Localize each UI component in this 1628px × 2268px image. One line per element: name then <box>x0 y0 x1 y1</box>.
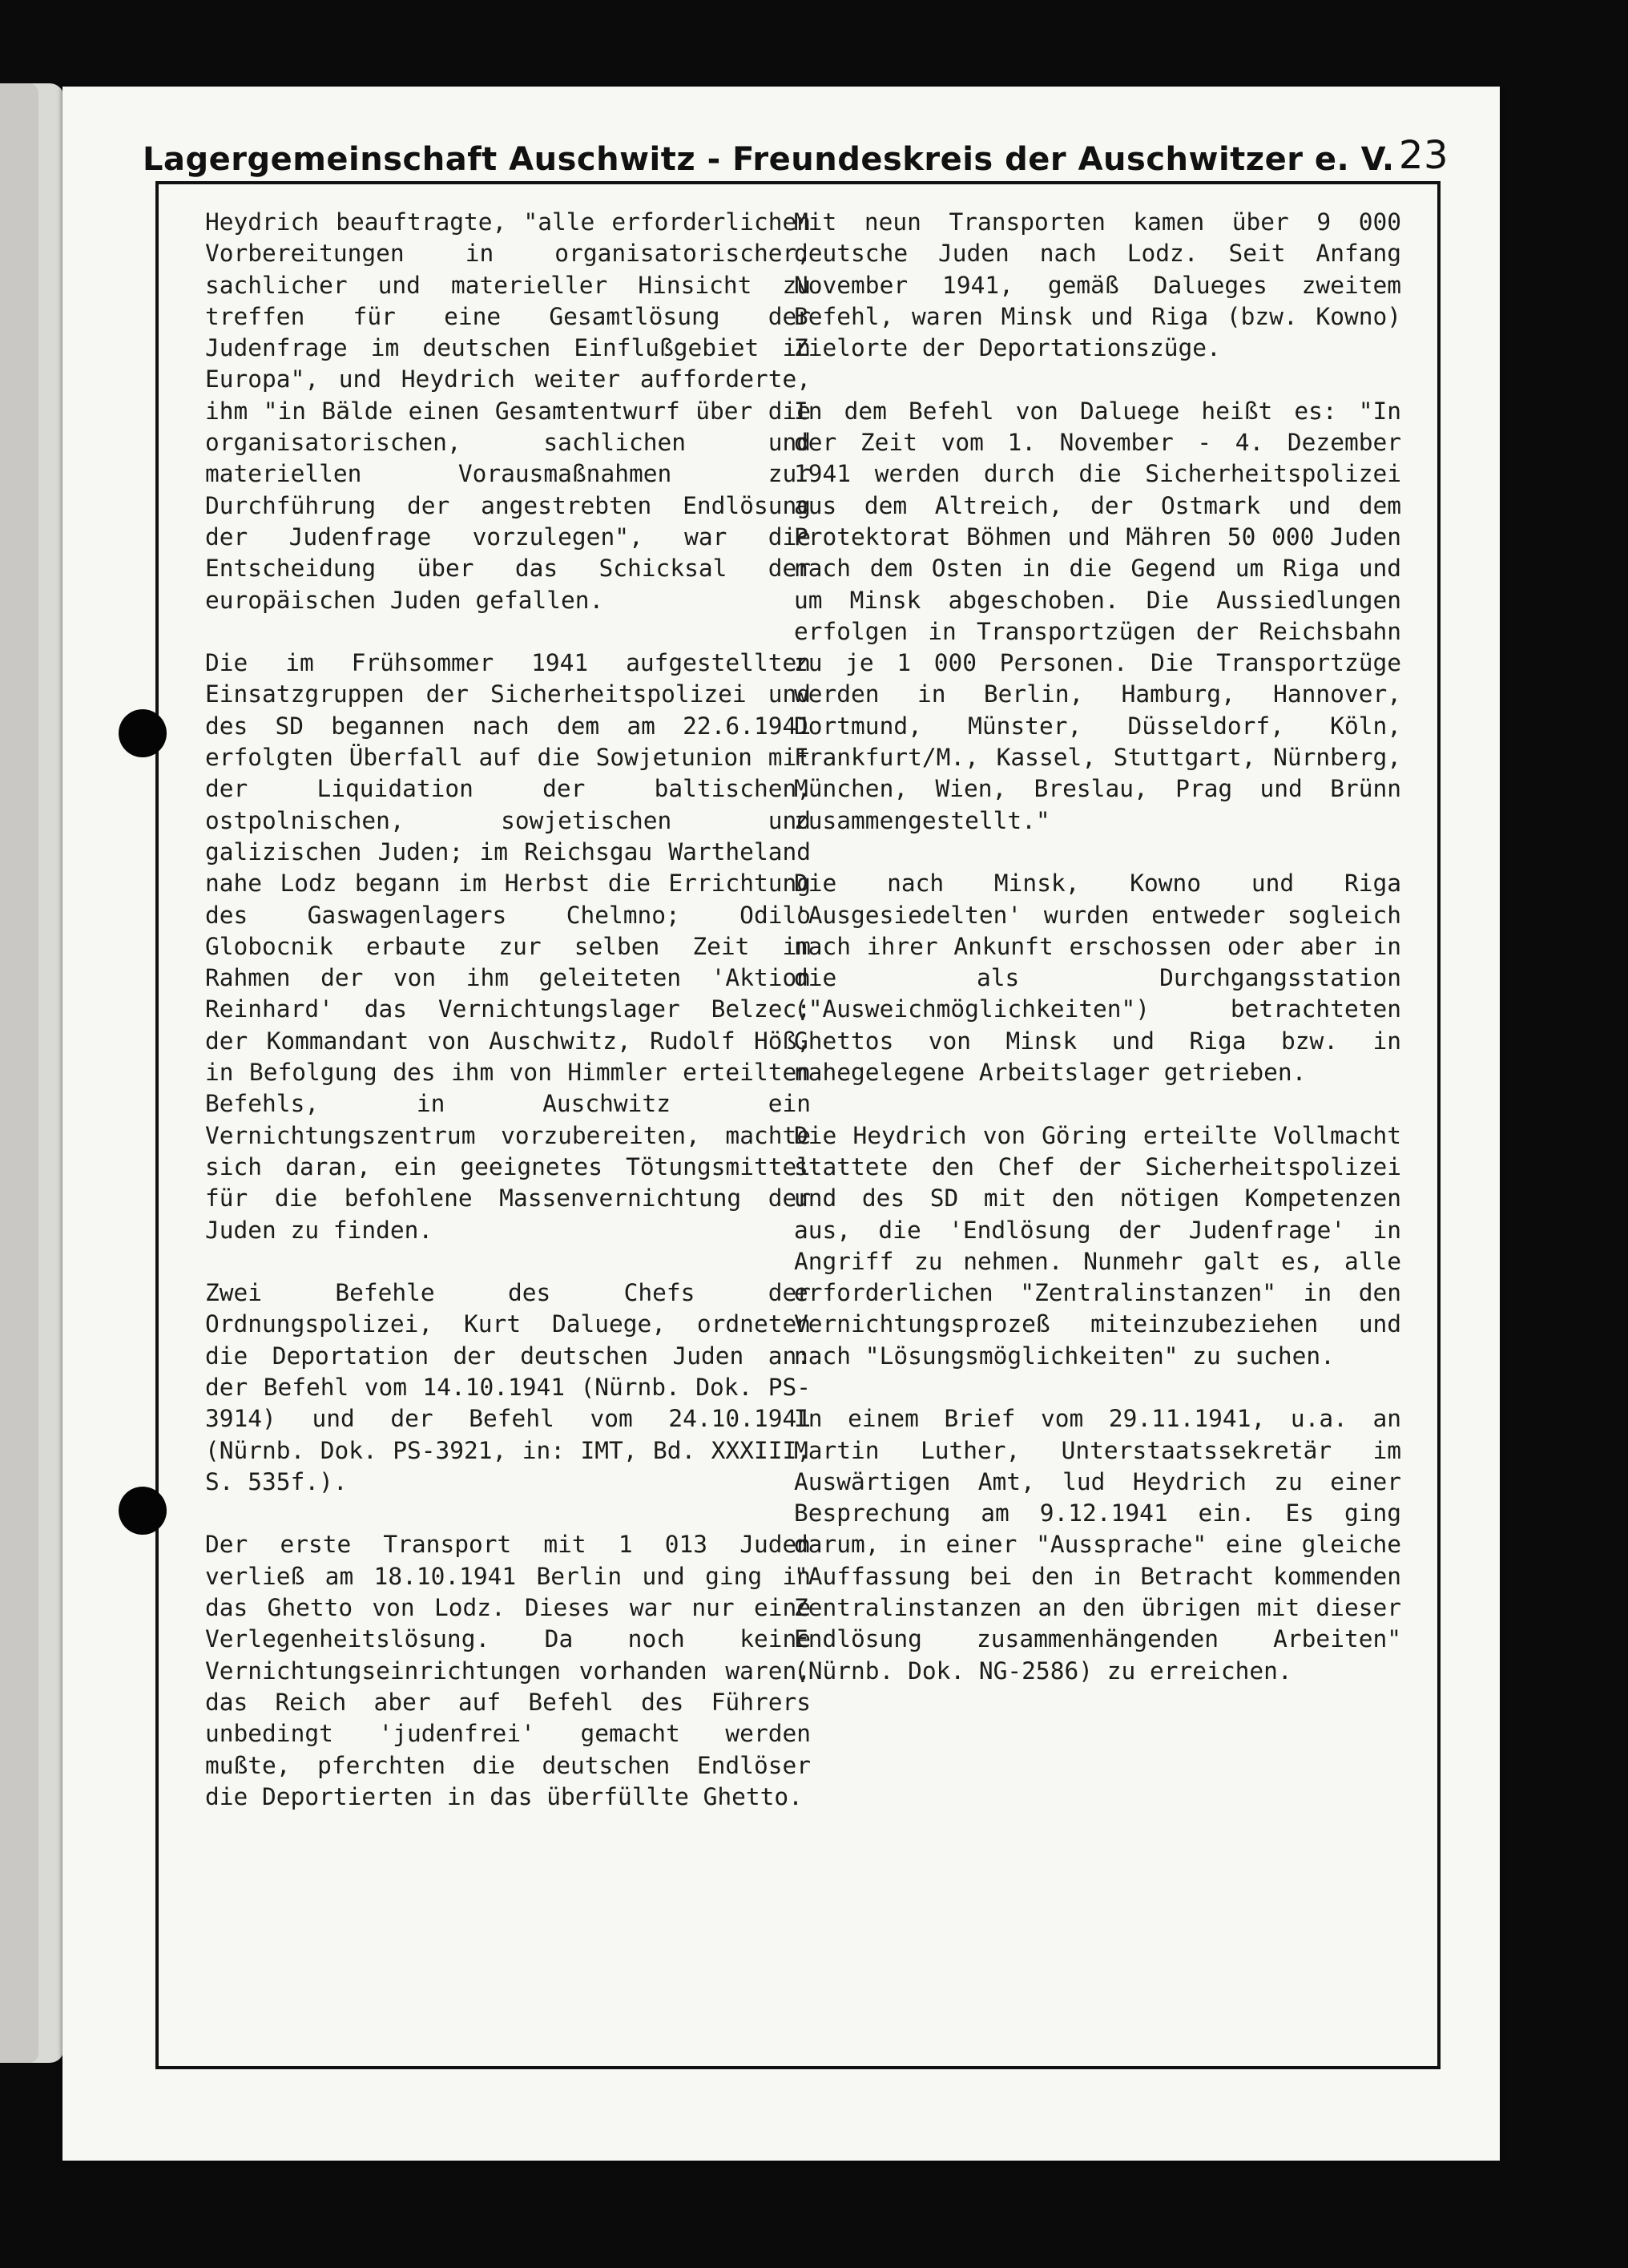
punch-hole <box>119 1487 167 1535</box>
paragraph: Mit neun Transporten kamen über 9 000 deutsche Juden nach Lodz. Seit Anfang November 1941, gemäß Dalueges zweitem Befehl, waren Minsk und Riga (bzw. Kowno) Zielorte der Deportationszüge. <box>794 208 1401 362</box>
paragraph: Zwei Befehle des Chefs der Ordnungspolizei, Kurt Daluege, ordneten die Deportation der deutschen Juden an: der Befehl vom 14.10.1941 (Nürnb. Dok. PS-3914) und der Befehl vom 24.10.1941 (Nürnb. Dok. PS-3921, in: IMT, Bd. XXXIII, S. 535f.). <box>205 1279 811 1495</box>
facing-page-shadow <box>0 83 38 2063</box>
paragraph: Die im Frühsommer 1941 aufgestellten Einsatzgruppen der Sicherheitspolizei und des SD begannen nach dem am 22.6.1941 erfolgten Überfall auf die Sowjetunion mit der Liquidation der baltischen, ostpolnischen, sowjetischen und galizischen Juden; im Reichsgau Wartheland nahe Lodz begann im Herbst die Errichtung des Gaswagenlagers Chelmno; Odilo Globocnik erbaute zur selben Zeit im Rahmen der von ihm geleiteten 'Aktion Reinhard' das Vernichtungslager Belzec; der Kommandant von Auschwitz, Rudolf Höß, in Befolgung des ihm von Himmler erteilten Befehls, in Auschwitz ein Vernichtungszentrum vorzubereiten, machte sich daran, ein geeignetes Tötungsmittel für die befohlene Massenvernichtung der Juden zu finden. <box>205 649 811 1244</box>
paragraph: Die Heydrich von Göring erteilte Vollmacht stattete den Chef der Sicherheitspolizei und des SD mit den nötigen Kompetenzen aus, die 'Endlösung der Judenfrage' in Angriff zu nehmen. Nunmehr galt es, alle erforderlichen "Zentralinstanzen" in den Vernichtungsprozeß miteinzubeziehen und nach "Lösungsmöglichkeiten" zu suchen. <box>794 1121 1401 1370</box>
punch-hole <box>119 709 167 757</box>
document-page <box>62 87 1500 2161</box>
paragraph: In einem Brief vom 29.11.1941, u.a. an Martin Luther, Unterstaatssekretär im Auswärtigen Amt, lud Heydrich zu einer Besprechung am 9.12.1941 ein. Es ging darum, in einer "Aussprache" eine gleiche "Auffassung bei den in Betracht kommenden Zentralinstanzen an den übrigen mit dieser Endlösung zusammenhängenden Arbeiten" (Nürnb. Dok. NG-2586) zu erreichen. <box>794 1405 1401 1685</box>
header-title: Lagergemeinschaft Auschwitz - Freundeskreis der Auschwitzer e. V. <box>143 141 1395 178</box>
paragraph: Der erste Transport mit 1 013 Juden verließ am 18.10.1941 Berlin und ging in das Ghetto von Lodz. Dieses war nur eine Verlegenheitslösung. Da noch keine Vernichtungseinrichtungen vorhanden waren, das Reich aber auf Befehl des Führers unbedingt 'judenfrei' gemacht werden mußte, pferchten die deutschen Endlöser die Deportierten in das überfüllte Ghetto. <box>205 1531 811 1810</box>
left-column <box>205 207 811 1844</box>
right-column <box>794 207 1401 1718</box>
paragraph: In dem Befehl von Daluege heißt es: "In der Zeit vom 1. November - 4. Dezember 1941 werden durch die Sicherheitspolizei aus dem Altreich, der Ostmark und dem Protektorat Böhmen und Mähren 50 000 Juden nach dem Osten in die Gegend um Riga und um Minsk abgeschoben. Die Aussiedlungen erfolgen in Transportzügen der Reichsbahn zu je 1 000 Personen. Die Transportzüge werden in Berlin, Hamburg, Hannover, Dortmund, Münster, Düsseldorf, Köln, Frankfurt/M., Kassel, Stuttgart, Nürnberg, München, Wien, Breslau, Prag und Brünn zusammengestellt." <box>794 397 1401 834</box>
paragraph: Heydrich beauftragte, "alle erforderlichen Vorbereitungen in organisatorischer, sachlicher und materieller Hinsicht zu treffen für eine Gesamtlösung der Judenfrage im deutschen Einflußgebiet in Europa", und Heydrich weiter aufforderte, ihm "in Bälde einen Gesamtentwurf über die organisatorischen, sachlichen und materiellen Vorausmaßnahmen zur Durchführung der angestrebten Endlösung der Judenfrage vorzulegen", war die Entscheidung über das Schicksal der europäischen Juden gefallen. <box>205 208 811 614</box>
paragraph: Die nach Minsk, Kowno und Riga 'Ausgesiedelten' wurden entweder sogleich nach ihrer Ankunft erschossen oder aber in die als Durchgangsstation ("Ausweichmöglichkeiten") betrachteten Ghettos von Minsk und Riga bzw. in nahegelegene Arbeitslager getrieben. <box>794 870 1401 1087</box>
page-number: 23 <box>1398 133 1449 178</box>
page-header <box>143 122 1449 178</box>
